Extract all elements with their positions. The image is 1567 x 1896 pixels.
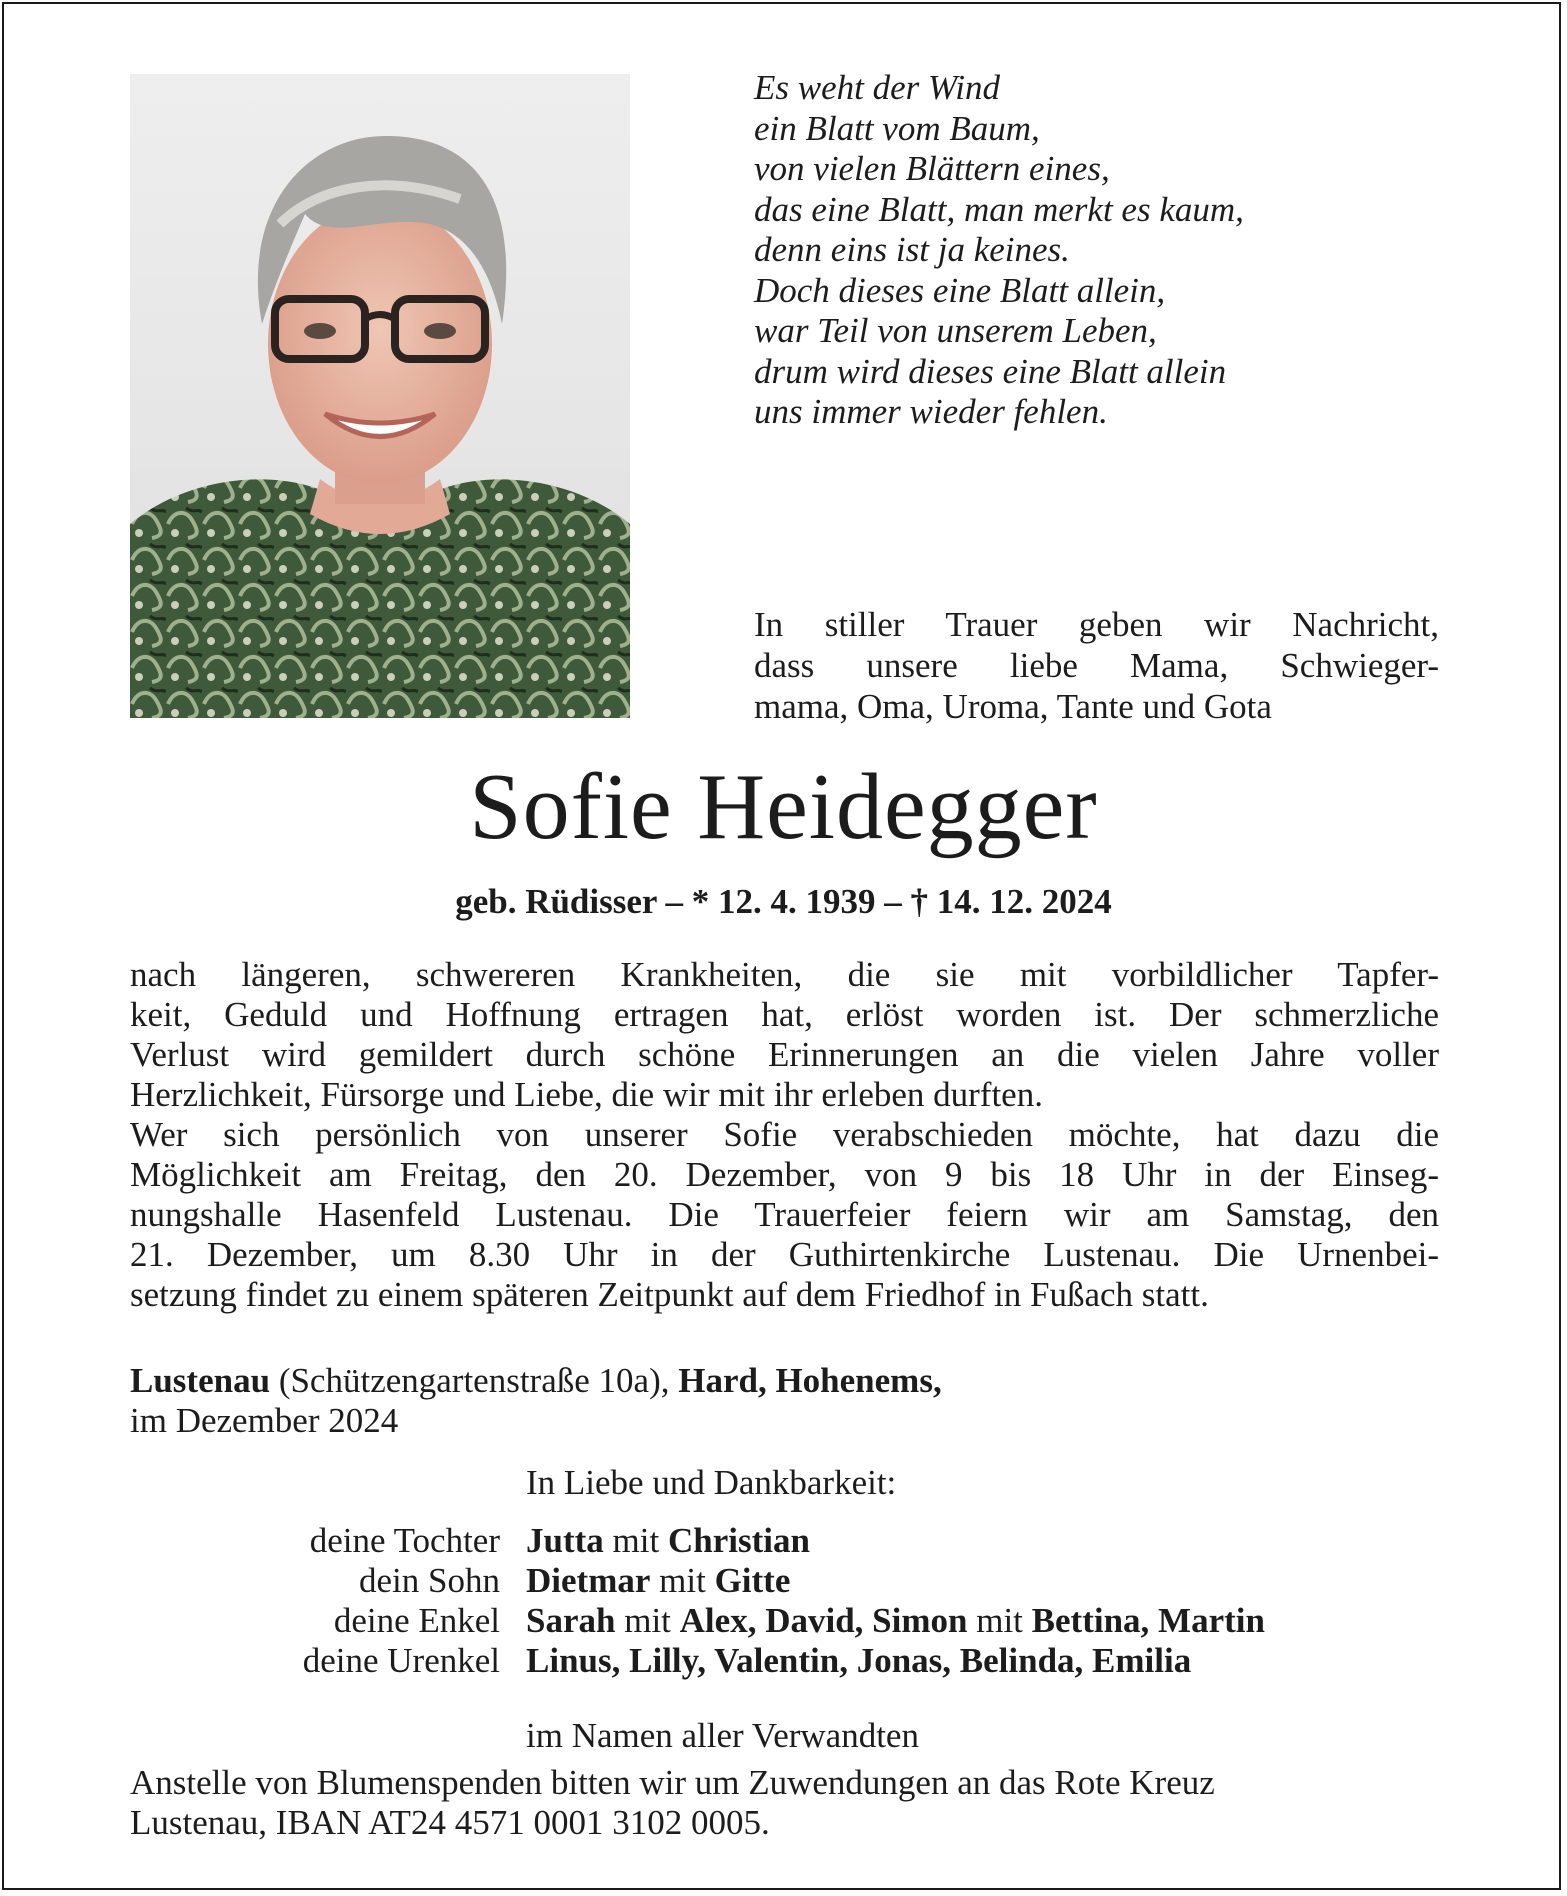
poem-line: von vielen Blättern eines,: [754, 149, 1110, 188]
thanks-line: In Liebe und Dankbarkeit:: [526, 1463, 897, 1502]
body-line: nungshalle Hasenfeld Lustenau. Die Trauerfeier feiern wir am Samstag, den: [130, 1195, 1439, 1234]
place-line: [130, 1361, 942, 1401]
poem-line: uns immer wieder fehlen.: [754, 392, 1108, 431]
family-names: [526, 1641, 1191, 1681]
intro-line: dass unsere liebe Mama, Schwieger-: [754, 646, 1439, 685]
family-member-name: Gitte: [714, 1561, 791, 1600]
body-line: Verlust wird gemildert durch schöne Erinnerungen an die vielen Jahre voller: [130, 1035, 1439, 1074]
family-member-name: Bettina, Martin: [1031, 1601, 1265, 1640]
poem-line: ein Blatt vom Baum,: [754, 108, 1040, 148]
relatives-line: im Namen aller Verwandten: [526, 1716, 919, 1755]
poem-line: war Teil von unserem Leben,: [754, 311, 1157, 350]
family-connector: mit: [650, 1561, 715, 1600]
family-connector: mit: [603, 1521, 668, 1560]
family-member-name: Christian: [667, 1521, 810, 1560]
life-dates: geb. Rüdisser – * 12. 4. 1939 – † 14. 12. 2024: [455, 882, 1112, 921]
family-relation: deine Tochter: [309, 1521, 500, 1560]
intro-text: [754, 604, 1439, 727]
body-line: Möglichkeit am Freitag, den 20. Dezember, von 9 bis 18 Uhr in der Einseg-: [130, 1155, 1439, 1194]
place-address: (Schützengartenstraße 10a),: [270, 1361, 679, 1400]
intro-line: In stiller Trauer geben wir Nachricht,: [754, 605, 1439, 644]
family-relation: deine Enkel: [333, 1601, 500, 1640]
place-others: Hard, Hohenems,: [678, 1361, 942, 1400]
family-relation: dein Sohn: [359, 1561, 500, 1600]
place-town: Lustenau: [130, 1361, 271, 1400]
donation-line: Anstelle von Blumenspenden bitten wir um Zuwendungen an das Rote Kreuz: [130, 1763, 1215, 1802]
poem-line: Doch dieses eine Blatt allein,: [754, 270, 1166, 310]
donation-line: Lustenau, IBAN AT24 4571 0001 3102 0005.: [130, 1803, 770, 1842]
place-and-date: [130, 1361, 942, 1441]
family-member-name: Dietmar: [526, 1561, 651, 1600]
family-member-name: Linus, Lilly, Valentin, Jonas, Belinda, Emilia: [526, 1641, 1192, 1680]
family-list: [200, 1521, 1265, 1681]
family-row: [200, 1601, 1265, 1641]
family-row: [200, 1561, 1265, 1601]
family-member-name: Sarah: [526, 1601, 616, 1640]
family-names: [526, 1561, 790, 1601]
family-connector: mit: [615, 1601, 680, 1640]
body-text: [130, 955, 1439, 1315]
family-member-name: Alex, David, Simon: [679, 1601, 968, 1640]
body-line: Wer sich persönlich von unserer Sofie verabschieden möchte, hat dazu die: [130, 1115, 1439, 1154]
poem-line: drum wird dieses eine Blatt allein: [754, 351, 1227, 391]
intro-line: mama, Oma, Uroma, Tante und Gota: [754, 687, 1272, 726]
body-line: nach längeren, schwereren Krankheiten, die sie mit vorbildlicher Tapfer-: [130, 955, 1439, 994]
family-member-name: Jutta: [526, 1521, 604, 1560]
family-row: [200, 1521, 1265, 1561]
poem-line: das eine Blatt, man merkt es kaum,: [754, 189, 1244, 229]
poem: [754, 68, 1244, 433]
portrait-photo: [130, 74, 630, 718]
donation-note: [130, 1763, 1215, 1843]
body-line: 21. Dezember, um 8.30 Uhr in der Guthirtenkirche Lustenau. Die Urnenbei-: [130, 1235, 1439, 1274]
portrait-illustration: [130, 74, 630, 718]
body-line: Herzlichkeit, Fürsorge und Liebe, die wir mit ihr erleben durften.: [130, 1075, 1043, 1114]
poem-line: denn eins ist ja keines.: [754, 230, 1070, 269]
family-relation: deine Urenkel: [302, 1641, 500, 1680]
family-names: [526, 1601, 1265, 1641]
family-connector: mit: [967, 1601, 1032, 1640]
body-line: keit, Geduld und Hoffnung ertragen hat, erlöst worden ist. Der schmerzliche: [130, 995, 1439, 1034]
deceased-name: Sofie Heidegger: [469, 755, 1098, 859]
family-row: [200, 1641, 1265, 1681]
family-names: [526, 1521, 810, 1561]
body-line: setzung findet zu einem späteren Zeitpunkt auf dem Friedhof in Fußach statt.: [130, 1275, 1209, 1314]
poem-line: Es weht der Wind: [754, 68, 1000, 107]
place-date: im Dezember 2024: [130, 1401, 399, 1440]
